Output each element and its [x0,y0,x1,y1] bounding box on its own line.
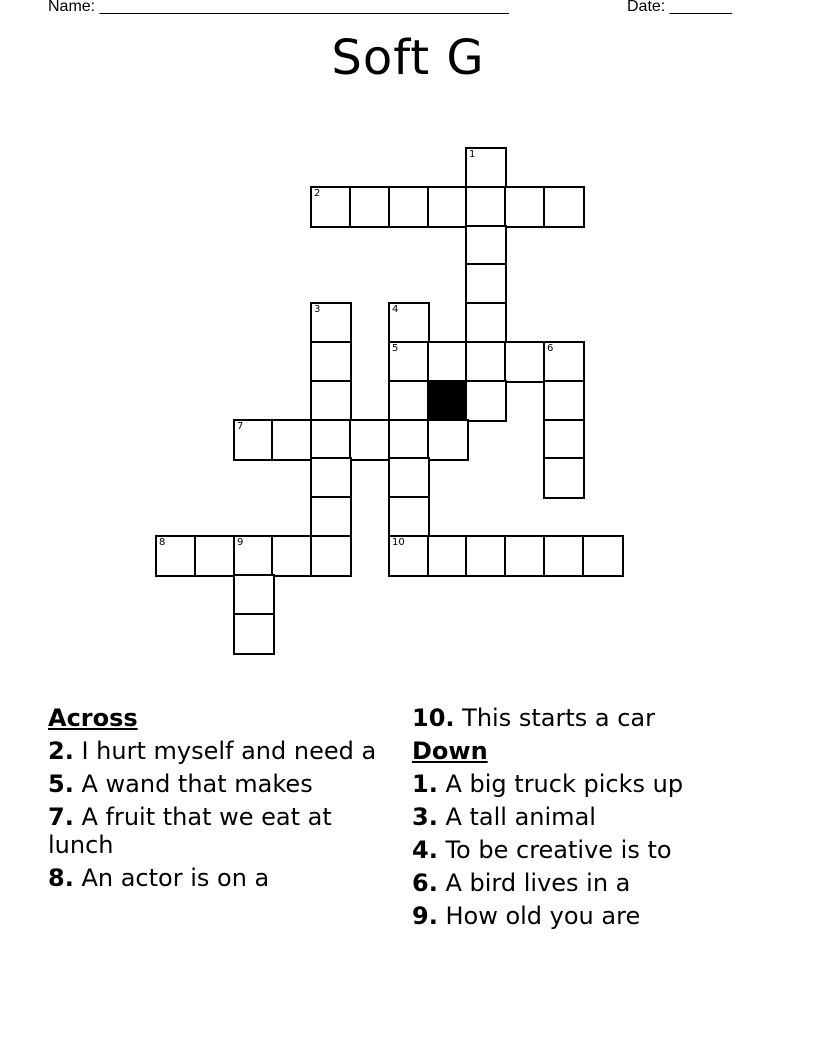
crossword-cell[interactable] [504,341,546,383]
clue-text: To be creative is to [445,836,672,864]
clue-text: This starts a car [462,704,655,732]
clue-across-8 [48,864,388,892]
crossword-cell[interactable] [310,186,352,228]
crossword-cell[interactable] [388,419,430,461]
clue-text: I hurt myself and need a [81,737,377,765]
crossword-cell[interactable] [543,535,585,577]
clue-text: How old you are [445,902,641,930]
page-title: Soft G [331,30,485,86]
crossword-cell[interactable] [388,186,430,228]
crossword-cell[interactable] [388,535,430,577]
crossword-cell[interactable] [233,613,275,655]
crossword-cell[interactable] [233,574,275,616]
crossword-cell[interactable] [504,186,546,228]
crossword-cell[interactable] [465,147,507,189]
crossword-cell[interactable] [427,341,469,383]
clue-number: 5. [48,770,74,798]
clue-down-9 [412,902,752,930]
clue-number: 3. [412,803,438,831]
clue-across-10 [412,704,752,732]
crossword-cell[interactable] [582,535,624,577]
crossword-cell[interactable] [310,535,352,577]
crossword-cell[interactable] [465,186,507,228]
clue-text: A fruit that we eat at lunch [48,803,332,859]
crossword-cell[interactable] [543,380,585,422]
clue-number: 8. [48,864,74,892]
crossword-cell[interactable] [233,419,275,461]
cell-number: 6 [547,343,554,354]
date-field-line: Date: _______ [627,0,732,15]
cell-number: 3 [314,304,321,315]
crossword-cell[interactable] [388,302,430,344]
crossword-cell[interactable] [349,419,391,461]
clue-number: 4. [412,836,438,864]
down-heading: Down [412,737,488,765]
clue-down-4 [412,836,752,864]
crossword-cell[interactable] [465,225,507,267]
crossword-cell[interactable] [543,457,585,499]
clue-number: 10. [412,704,455,732]
clue-text: A big truck picks up [445,770,684,798]
cell-number: 7 [237,421,244,432]
crossword-cell[interactable] [233,535,275,577]
crossword-cell[interactable] [349,186,391,228]
crossword-cell[interactable] [543,419,585,461]
clue-number: 6. [412,869,438,897]
cell-number: 4 [392,304,399,315]
clue-down-1 [412,770,752,798]
clue-number: 9. [412,902,438,930]
crossword-cell[interactable] [427,535,469,577]
clue-down-6 [412,869,752,897]
clue-text: A tall animal [445,803,596,831]
clue-number: 2. [48,737,74,765]
crossword-cell[interactable] [388,341,430,383]
crossword-cell[interactable] [310,496,352,538]
crossword-cell[interactable] [465,302,507,344]
crossword-cell[interactable] [155,535,197,577]
cell-number: 8 [159,537,166,548]
crossword-cell[interactable] [388,496,430,538]
crossword-cell[interactable] [388,457,430,499]
crossword-cell[interactable] [504,535,546,577]
crossword-cell[interactable] [310,380,352,422]
cell-number: 1 [469,149,476,160]
clue-text: An actor is on a [81,864,270,892]
crossword-cell[interactable] [310,341,352,383]
crossword-cell[interactable] [310,302,352,344]
clues-right-column [412,704,752,935]
clue-text: A bird lives in a [445,869,631,897]
crossword-cell[interactable] [465,380,507,422]
crossword-cell[interactable] [310,419,352,461]
crossword-cell[interactable] [465,535,507,577]
crossword-cell[interactable] [388,380,430,422]
cell-number: 2 [314,188,321,199]
clue-text: A wand that makes [81,770,313,798]
cell-number: 10 [392,537,405,548]
crossword-cell[interactable] [310,457,352,499]
cell-number: 5 [392,343,399,354]
clue-down-3 [412,803,752,831]
clue-across-2 [48,737,388,765]
clue-number: 7. [48,803,74,831]
crossword-cell[interactable] [194,535,236,577]
crossword-cell[interactable] [427,419,469,461]
clues-left-column [48,704,388,897]
crossword-black-cell [427,380,469,422]
across-heading: Across [48,704,138,732]
name-field-line: Name: ______________________________________________ [48,0,509,15]
crossword-cell[interactable] [271,419,313,461]
clue-across-5 [48,770,388,798]
crossword-cell[interactable] [465,341,507,383]
cell-number: 9 [237,537,244,548]
crossword-cell[interactable] [465,263,507,305]
crossword-cell[interactable] [543,341,585,383]
crossword-cell[interactable] [271,535,313,577]
clue-across-7 [48,803,388,859]
crossword-cell[interactable] [543,186,585,228]
crossword-cell[interactable] [427,186,469,228]
clue-number: 1. [412,770,438,798]
